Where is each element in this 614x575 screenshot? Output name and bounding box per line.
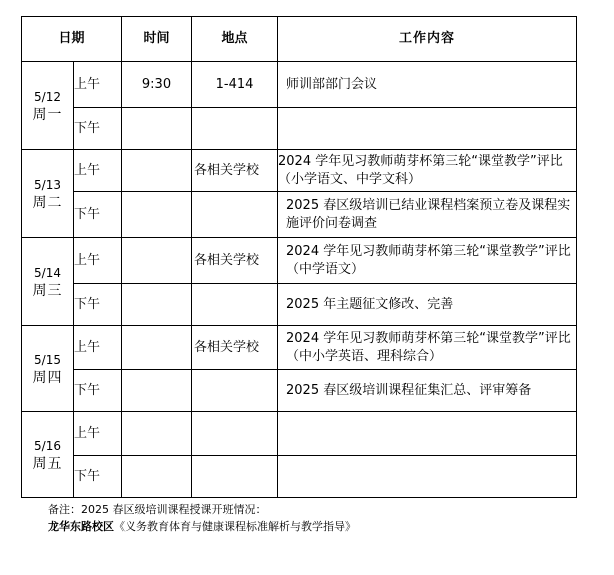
remark-text: 备注：2025 春区级培训课程授课开班情况： [48,503,267,516]
date-cell [22,412,74,498]
period-cell: 上午 [74,412,122,456]
place-cell: 1-414 [192,62,278,108]
content-cell: 2025 春区级培训课程征集汇总、评审筹备 [278,370,577,412]
period-cell: 下午 [74,456,122,498]
place-cell [192,370,278,412]
content-cell: 2025 年主题征文修改、完善 [278,284,577,326]
place-cell: 各相关学校 [192,150,278,192]
content-cell [278,456,577,498]
time-cell [122,150,192,192]
table-row [22,150,577,192]
period-cell: 上午 [74,62,122,108]
time-cell [122,412,192,456]
table-row [22,326,577,370]
period-cell: 下午 [74,370,122,412]
header-content: 工作内容 [278,17,577,62]
date-cell [22,326,74,412]
place-cell [192,108,278,150]
date-label: 5/15 [34,352,61,367]
time-cell [122,370,192,412]
content-cell [278,412,577,456]
table-row [22,62,577,108]
weekday-label: 周二 [32,194,63,211]
time-cell [122,284,192,326]
time-cell [122,238,192,284]
course-name: 《义务教育体育与健康课程标准解析与教学指导》 [114,520,356,533]
weekday-label: 周五 [32,455,63,472]
time-cell [122,192,192,238]
content-cell: 2025 春区级培训已结业课程档案预立卷及课程实施评价问卷调查 [278,192,577,238]
campus-name: 龙华东路校区 [48,520,114,533]
time-cell: 9:30 [122,62,192,108]
date-label: 5/13 [34,177,61,192]
period-cell: 上午 [74,326,122,370]
place-cell: 各相关学校 [192,326,278,370]
table-row [22,108,577,150]
date-label: 5/16 [34,438,61,453]
table-row [22,238,577,284]
date-cell [22,150,74,238]
period-cell: 上午 [74,150,122,192]
table-row [22,456,577,498]
schedule-table [21,16,577,498]
content-cell [278,108,577,150]
table-row [22,412,577,456]
period-cell: 下午 [74,108,122,150]
course-line [48,518,356,535]
date-cell [22,238,74,326]
header-row [22,17,577,62]
period-cell: 上午 [74,238,122,284]
time-cell [122,326,192,370]
date-label: 5/14 [34,265,61,280]
period-cell: 下午 [74,192,122,238]
place-cell [192,412,278,456]
weekday-label: 周三 [32,282,63,299]
content-cell: 2024 学年见习教师萌芽杯第三轮“课堂教学”评比（中学语文） [278,238,577,284]
header-date: 日期 [22,17,122,62]
period-cell: 下午 [74,284,122,326]
weekday-label: 周四 [32,369,63,386]
table-row [22,284,577,326]
content-cell: 2024 学年见习教师萌芽杯第三轮“课堂教学”评比（小学语文、中学文科） [278,150,577,192]
header-time: 时间 [122,17,192,62]
table-row [22,370,577,412]
time-cell [122,108,192,150]
place-cell [192,456,278,498]
place-cell [192,284,278,326]
date-cell [22,62,74,150]
weekday-label: 周一 [32,106,63,123]
date-label: 5/12 [34,89,61,104]
content-cell: 2024 学年见习教师萌芽杯第三轮“课堂教学”评比（中小学英语、理科综合） [278,326,577,370]
place-cell [192,192,278,238]
notes-block [48,501,356,535]
table-row [22,192,577,238]
place-cell: 各相关学校 [192,238,278,284]
content-cell: 师训部部门会议 [278,62,577,108]
header-place: 地点 [192,17,278,62]
time-cell [122,456,192,498]
